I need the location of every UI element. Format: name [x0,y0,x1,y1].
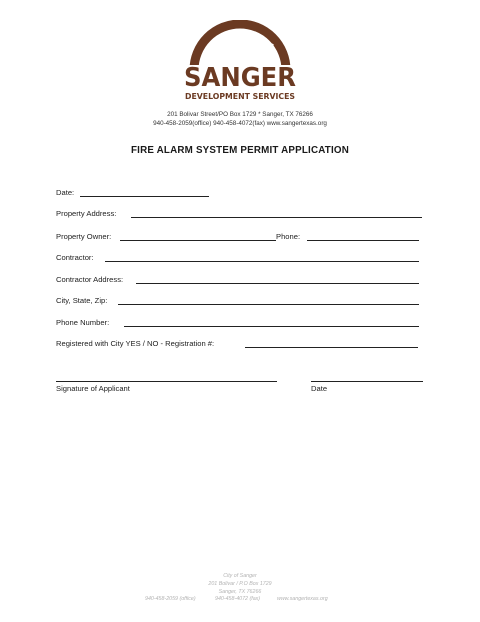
logo-division-text: DEVELOPMENT SERVICES [185,91,296,101]
logo-name-text: SANGER [184,63,296,93]
property-address-label: Property Address: [56,209,117,218]
footer-city: City of Sanger [223,573,257,579]
property-owner-field[interactable] [120,240,276,241]
contractor-field[interactable] [105,261,419,262]
contractor-label: Contractor: [56,253,94,262]
sanger-logo [180,20,300,102]
phone-number-field[interactable] [124,326,419,327]
signature-date-field[interactable] [311,381,423,382]
contractor-address-field[interactable] [136,283,419,284]
phone-field[interactable] [307,240,419,241]
signature-date-label: Date [311,384,328,393]
logo-year-text: 1886 [252,33,276,52]
footer-website[interactable]: www.sangertexas.org [277,596,328,602]
letterhead-contact: 940-458-2059(office) 940-458-4072(fax) www.sangertexas.org [153,120,327,127]
footer-phone-office: 940-458-2059 (office) [145,596,196,602]
form-title: FIRE ALARM SYSTEM PERMIT APPLICATION [130,145,349,156]
phone-number-label: Phone Number: [56,318,110,327]
signature-label: Signature of Applicant [56,384,130,393]
city-state-zip-label: City, State, Zip: [56,296,108,305]
footer-citystate: Sanger, TX 76266 [218,589,262,595]
contractor-address-label: Contractor Address: [56,275,124,284]
signature-field[interactable] [56,381,277,382]
logo-est-text: EST. [207,35,228,53]
registration-field[interactable] [245,347,418,348]
footer-address: 201 Bolivar / P.O Box 1729 [208,581,272,587]
city-state-zip-field[interactable] [118,304,419,305]
date-label: Date: [56,188,75,197]
property-owner-label: Property Owner: [56,232,112,241]
footer-phone-fax: 940-458-4072 (fax) [215,596,261,602]
date-field[interactable] [80,196,209,197]
phone-label: Phone: [276,232,301,241]
registration-label: Registered with City YES / NO - Registration #: [56,339,215,348]
property-address-field[interactable] [131,217,422,218]
letterhead-address: 201 Bolivar Street/PO Box 1729 * Sanger, TX 76266 [167,111,313,118]
